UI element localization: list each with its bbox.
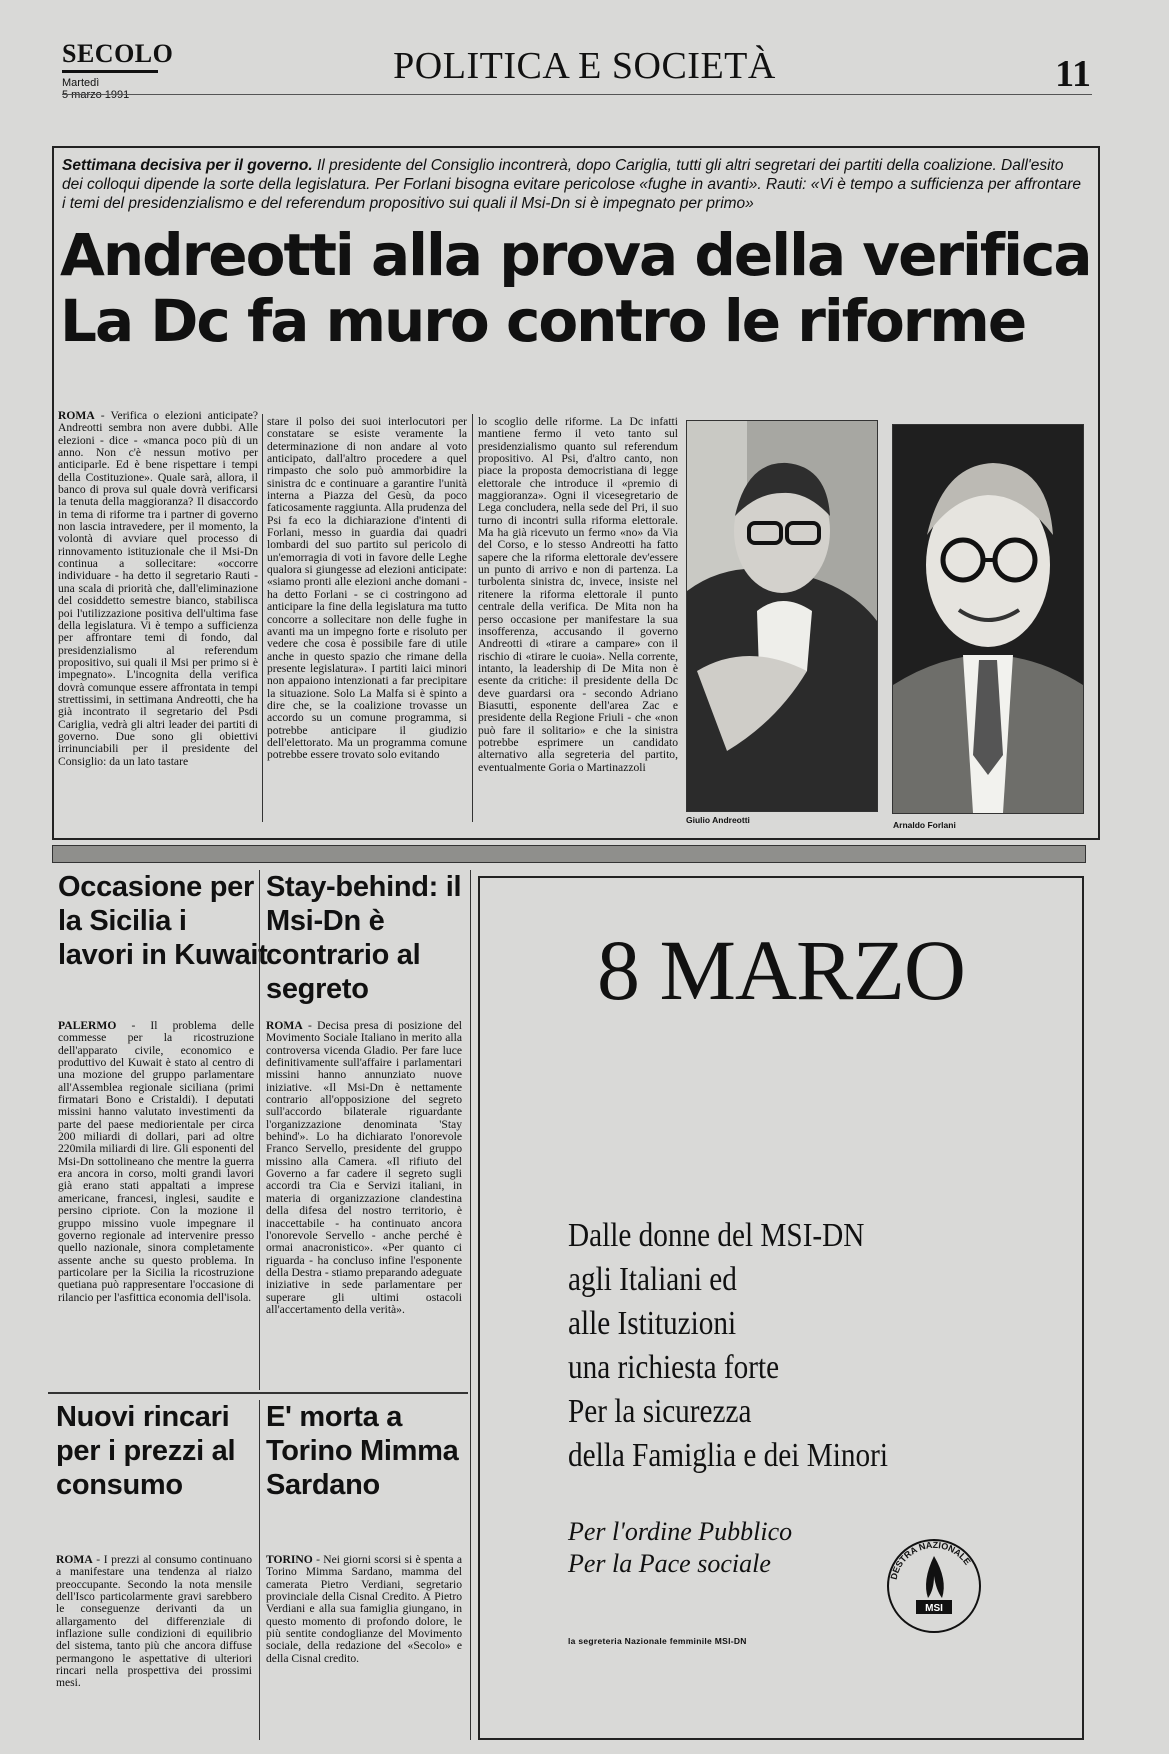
horizontal-rule <box>48 1392 468 1394</box>
article-body-stay-behind: ROMA - Decisa presa di posizione del Movimento Sociale Italiano in merito alla controversa vicenda Gladio. Per fare luce definitivamente sull'affaire i parlamentari missini hanno annunziato nuove iniziative. «Il Msi-Dn è nettamente contrario all'opposizione del segreto sull'accordo bilaterale riguardante l'organizzazione denominata 'Stay behind'». Lo ha dichiarato l'onorevole Franco Servello, presidente del gruppo missino alla Camera. «Il rifiuto del Governo a far cadere il segreto sugli accordi tra Cia e Servizi italiani, in materia di organizzazione clandestina della difesa del nostro territorio, è inaccettabile - ha continuato ancora l'onorevole Servello - anche perché è ormai anacronistico». «Per quanto ci riguarda - ha concluso infine l'esponente della Destra - stiamo preparando adeguate iniziative in sede parlamentare per superare gli ultimi ostacoli all'accertamento della verità». <box>266 1020 462 1316</box>
flame-logo-icon <box>884 1536 984 1636</box>
headline-line-1: Andreotti alla prova della verifica <box>60 221 1091 289</box>
ad-title: 8 MARZO <box>596 922 966 1018</box>
article-body-sardano: TORINO - Nei giorni scorsi si è spenta a Torino Mimma Sardano, mamma del camerata Pietro Verdiani, segretario provinciale della Cisnal Credito. A Pietro Verdiani e alla sua famiglia giungano, in questo momento di profondo dolore, le più sentite condoglianze del Movimento sociale, della redazione del «Secolo» e della Cisnal credito. <box>266 1554 462 1665</box>
article-headline-stay-behind: Stay-behind: il Msi-Dn è contrario al segreto <box>266 871 462 1005</box>
ad-message <box>568 1214 981 1478</box>
column-divider <box>259 1400 260 1740</box>
section-divider-bar <box>52 845 1086 863</box>
msi-flame-logo <box>884 1536 984 1636</box>
photo-caption-andreotti: Giulio Andreotti <box>686 815 750 825</box>
forlani-photo <box>892 424 1084 814</box>
lead-kicker <box>62 156 1086 213</box>
ad-line: Per la sicurezza <box>568 1393 752 1430</box>
newspaper-name: SECOLO <box>62 40 158 73</box>
andreotti-photo <box>686 420 878 812</box>
column-divider <box>262 414 263 822</box>
ad-line: agli Italiani ed <box>568 1261 737 1298</box>
issue-date: 5 marzo 1991 <box>62 89 130 101</box>
headline-line-2: La Dc fa muro contro le riforme <box>60 287 1026 355</box>
lead-column-3: lo scoglio delle riforme. La Dc infatti mantiene fermo il veto tanto sul presidenzialismo quanto sul referendum propositivo. Al Psi, d'altro canto, non piace la proposta democristiana di legge elettorale che introduce il «premio di maggioranza». Ogni il vicesegretario de Lega concludera, nella sede del Pri, il suo turno di incontri sulla riforma elettorale. Ma ha già ricevuto un fermo «no» da Via del Corso, e lo stesso Andreotti ha fatto sapere che la riforma elettorale dev'essere un punto di arrivo e non di partenza. La turbolenta sinistra dc, invece, insiste nel ritenere la riforma elettorale il punto centrale della verifica. De Mita non ha perso occasione per manifestare la sua insofferenza, accusando il governo Andreotti di «tirare a campare» con il rischio di «tirare le cuoia». Nella corrente, intanto, la leadership di De Mita non è esente da critiche: il presidente della Dc deve guardarsi ora - secondo Adriano Biasutti, esponente dell'area Zac e presidente della Regione Friuli - che «non può fare il solitario» e che la sinistra potrebbe esprimere un candidato alternativo alla segreteria del partito, eventualmente Goria o Martinazzoli <box>478 416 678 774</box>
column-divider <box>472 414 473 822</box>
photo-caption-forlani: Arnaldo Forlani <box>893 820 956 830</box>
issue-day: Martedì <box>62 77 100 89</box>
logo-center-text: MSI <box>925 1603 943 1614</box>
page-number: 11 <box>1055 53 1091 95</box>
kicker-text: Il presidente del Consiglio incontrerà, dopo Cariglia, tutti gli altri segretari dei partiti della coalizione. Dall'esito dei colloqui dipende la sorte della legislatura. Per Forlani bisogna evitare pericolose «fughe in avanti». Rauti: «Vi è tempo a sufficienza per affrontare i temi del presidenzialismo e del referendum propositivo sui quali il Msi-Dn si è impegnato per primo» <box>62 157 1082 212</box>
kicker-bold: Settimana decisiva per il governo. <box>62 157 313 174</box>
article-headline-prezzi: Nuovi rincari per i prezzi al consumo <box>56 1401 236 1501</box>
ad-italic-line: Per l'ordine Pubblico <box>568 1517 793 1546</box>
portrait-image <box>687 421 877 811</box>
ad-italic-line: Per la Pace sociale <box>568 1549 771 1578</box>
column-divider <box>259 870 260 1390</box>
dateline: ROMA <box>56 1554 93 1566</box>
column-divider <box>470 870 471 1740</box>
logo-ring-text: DESTRA NAZIONALE <box>888 1539 973 1581</box>
dateline: ROMA <box>58 410 95 422</box>
top-rule <box>62 94 1092 95</box>
ad-signature: la segreteria Nazionale femminile MSI-DN <box>568 1636 747 1646</box>
ad-line: Dalle donne del MSI-DN <box>568 1217 865 1254</box>
dateline: ROMA <box>266 1020 303 1032</box>
ad-line: della Famiglia e dei Minori <box>568 1437 888 1474</box>
lead-column-2: stare il polso dei suoi interlocutori per constatare se esiste veramente la determinazione di non andare al voto anticipato, dall'altro procedere a quel rimpasto che solo può ammorbidire la sinistra dc e continuare a garantire l'unità interna a Piazza del Gesù, da poco faticosamente raggiunta. Alla prudenza del Psi fa eco la dichiarazione d'intenti di Forlani, messo in guardia dai quadri lombardi del suo partito sul pericolo di un'emorragia di voti in favore delle Leghe qualora si giungesse ad elezioni anticipate: «siamo pronti alle elezioni anche domani - ha detto Forlani - se ci costringono ad anticipare la fine della legislatura ma tutto concorre a sollecitare non delle fughe in avanti ma un impegno forte e risoluto per vedere che cosa è possibile fare di utile anche in questo spazio che rimane della presente legislatura». I partiti laici minori non appaiono intenzionati a far precipitare la situazione. Solo La Malfa si è spinto a dire che, se la coalizione trovasse un accordo su un comune programma, si potrebbe anticipare il giudizio dell'elettorato. Ma un programma comune potrebbe essere trovato solo evitando <box>267 416 467 762</box>
dateline: TORINO <box>266 1554 313 1566</box>
ad-line: alle Istituzioni <box>568 1305 737 1342</box>
dateline: PALERMO <box>58 1020 117 1032</box>
portrait-image <box>893 425 1083 813</box>
article-headline-kuwait: Occasione per la Sicilia i lavori in Kuwait <box>58 871 268 971</box>
article-body-kuwait: PALERMO - Il problema delle commesse per la ricostruzione dell'apparato civile, economico e produttivo del Kuwait è stato al centro di una mozione del gruppo parlamentare all'Assemblea regionale siciliana (primi firmatari Bono e Cristaldi). I deputati missini hanno valutato investimenti da parte del paese mediorientale per circa 200 miliardi di dollari, pari ad oltre 220mila miliardi di lire. Gli esponenti del Msi-Dn sottolineano che mentre la guerra era ancora in corso, molti grandi lavori già erano stati appaltati a imprese americane, francesi, inglesi, saudite e persino cipriote. Con la mozione il gruppo missino vuole impegnare il governo regionale ad intervenire presso quello nazionale, sinora completamente assente anche su questo problema. In particolare per la Sicilia la ricostruzione quetiana può rappresentare l'occasione di rilancio per l'asfittica economia dell'isola. <box>58 1020 254 1304</box>
article-headline-sardano: E' morta a Torino Mimma Sardano <box>266 1401 459 1501</box>
lead-column-1: ROMA - Verifica o elezioni anticipate? Andreotti sembra non avere dubbi. Alle elezioni - dice - «manca poco più di un anno. Non c'è nessun motivo per anticiparle. Ed è bene rispettare i tempi della Costituzione». Quale sarà, allora, il banco di prova sul quale dovrà verificarsi la tenuta della maggioranza? Il disaccordo in tema di riforme tra i partner di governo non lascia intravedere, per il momento, la volontà di avviare quel processo di rinnovamento istituzionale che il Msi-Dn continua a sollecitare: «occorre individuare - ha detto il segretario Rauti - una scala di priorità che, dall'eliminazione del cosiddetto semestre bianco, stabilisca poi l'utilizzazione positiva dell'ultima fase della legislatura. Vi è tempo a sufficienza per affrontare temi di fondo, dal presidenzialismo al referendum propositivo, sui quali il Msi per primo si è impegnato». L'incognita della verifica dovrà comunque essere affrontata in tempi strettissimi, in settimana Andreotti, che ha già incontrato il segretario del Psdi Cariglia, vedrà gli altri leader dei partiti di governo. Due sono gli obiettivi irrinunciabili per il presidente del Consiglio: da un lato tastare <box>58 410 258 768</box>
lead-headline <box>60 222 1100 354</box>
article-body-prezzi: ROMA - I prezzi al consumo continuano a manifestare una tendenza al rialzo preoccupante. Secondo la nota mensile dell'Isco particolarmente gravi sarebbero le conseguenze derivanti da un allargamento del differenziale di inflazione sulle condizioni di equilibrio del sistema, tanto più che ancora diffuse permangono le aspettative di ulteriori rincari nella prospettiva dei prossimi mesi. <box>56 1554 252 1690</box>
ad-line: una richiesta forte <box>568 1349 780 1386</box>
section-title: POLITICA E SOCIETÀ <box>393 45 776 87</box>
